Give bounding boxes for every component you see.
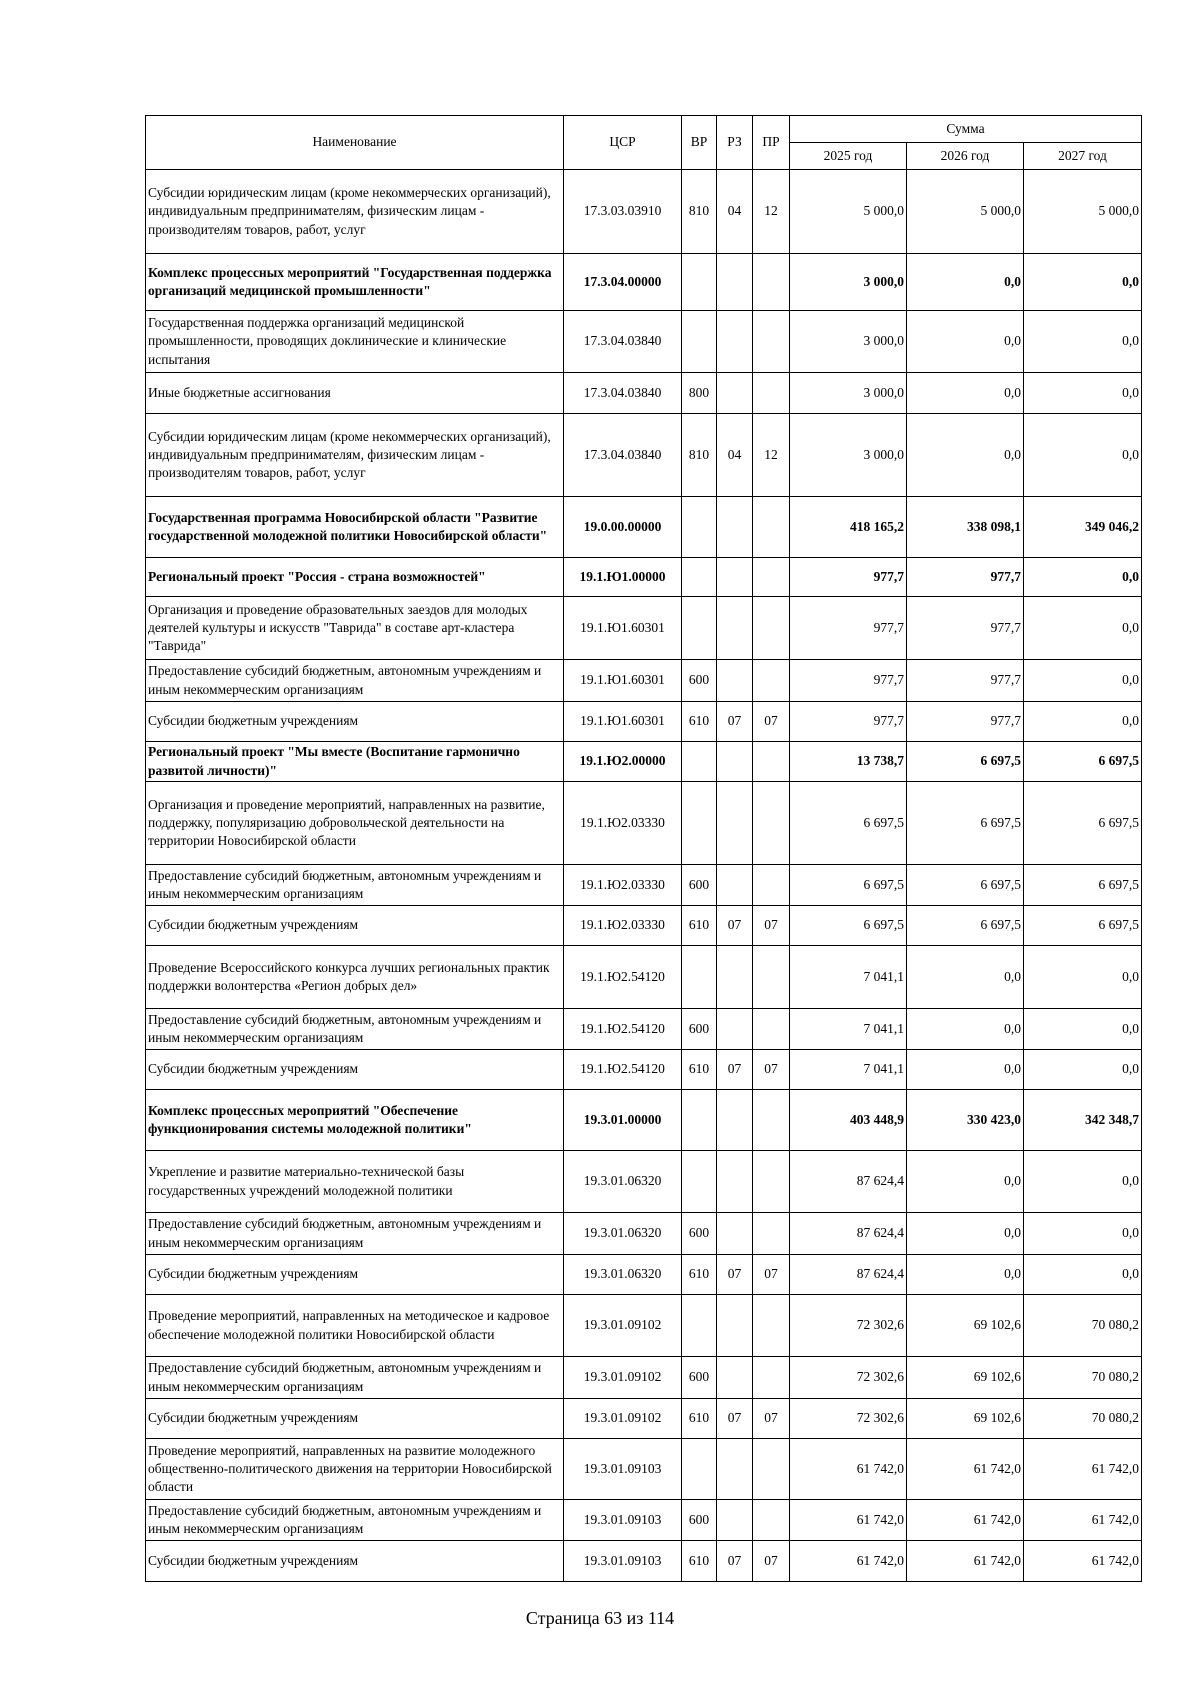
row-sum-2025: 87 624,4 [790,1151,907,1213]
row-name: Предоставление субсидий бюджетным, автономным учреждениям и иным некоммерческим организациям [146,1357,564,1399]
table-row [146,1541,1142,1582]
row-csr: 19.3.01.00000 [564,1090,682,1151]
row-rz [717,373,753,414]
row-sum-2025: 72 302,6 [790,1357,907,1399]
row-csr: 19.3.01.09102 [564,1357,682,1399]
row-sum-2026: 0,0 [907,1213,1024,1255]
row-vr: 610 [682,1399,717,1439]
row-name: Субсидии бюджетным учреждениям [146,702,564,742]
row-csr: 19.3.01.09103 [564,1541,682,1582]
row-vr: 600 [682,1213,717,1255]
row-pr: 12 [753,170,790,254]
row-sum-2026: 6 697,5 [907,742,1024,782]
row-rz: 07 [717,1399,753,1439]
row-pr [753,742,790,782]
row-sum-2026: 977,7 [907,702,1024,742]
row-vr: 610 [682,702,717,742]
row-sum-2027: 0,0 [1024,1213,1142,1255]
row-name: Субсидии бюджетным учреждениям [146,906,564,946]
row-pr [753,497,790,558]
row-sum-2027: 0,0 [1024,946,1142,1009]
row-sum-2025: 6 697,5 [790,906,907,946]
row-rz [717,497,753,558]
header-year-2027: 2027 год [1024,143,1142,170]
row-vr: 610 [682,1255,717,1295]
table-row [146,597,1142,660]
budget-table-container [145,115,1142,1582]
row-sum-2026: 0,0 [907,946,1024,1009]
row-rz [717,1009,753,1050]
row-sum-2025: 61 742,0 [790,1500,907,1541]
table-row [146,254,1142,311]
table-row [146,660,1142,702]
row-rz [717,1090,753,1151]
row-name: Иные бюджетные ассигнования [146,373,564,414]
table-row [146,414,1142,497]
row-csr: 19.0.00.00000 [564,497,682,558]
row-csr: 19.1.Ю2.54120 [564,1050,682,1090]
budget-table [145,115,1142,1582]
row-pr [753,1295,790,1357]
row-sum-2025: 6 697,5 [790,865,907,906]
row-name: Предоставление субсидий бюджетным, автономным учреждениям и иным некоммерческим организациям [146,1213,564,1255]
row-sum-2025: 72 302,6 [790,1399,907,1439]
row-sum-2026: 977,7 [907,597,1024,660]
row-vr: 610 [682,1050,717,1090]
row-sum-2025: 61 742,0 [790,1541,907,1582]
row-csr: 19.1.Ю2.54120 [564,946,682,1009]
row-pr [753,254,790,311]
row-csr: 19.1.Ю1.60301 [564,702,682,742]
row-sum-2027: 70 080,2 [1024,1399,1142,1439]
row-sum-2025: 403 448,9 [790,1090,907,1151]
row-pr [753,373,790,414]
table-row [146,702,1142,742]
row-sum-2026: 69 102,6 [907,1357,1024,1399]
row-sum-2026: 6 697,5 [907,906,1024,946]
header-year-2025: 2025 год [790,143,907,170]
row-sum-2025: 3 000,0 [790,311,907,373]
row-sum-2026: 69 102,6 [907,1399,1024,1439]
row-csr: 19.1.Ю2.00000 [564,742,682,782]
row-sum-2027: 0,0 [1024,660,1142,702]
row-sum-2026: 0,0 [907,311,1024,373]
row-sum-2025: 5 000,0 [790,170,907,254]
row-sum-2025: 87 624,4 [790,1255,907,1295]
table-row [146,906,1142,946]
table-row [146,1009,1142,1050]
row-sum-2027: 0,0 [1024,414,1142,497]
row-sum-2026: 61 742,0 [907,1541,1024,1582]
row-vr [682,1295,717,1357]
row-pr [753,558,790,597]
row-csr: 19.3.01.09103 [564,1439,682,1500]
table-row [146,1050,1142,1090]
row-vr [682,311,717,373]
row-vr [682,946,717,1009]
row-vr: 600 [682,660,717,702]
row-rz: 07 [717,1255,753,1295]
row-vr [682,1439,717,1500]
header-csr: ЦСР [564,116,682,170]
row-sum-2027: 61 742,0 [1024,1439,1142,1500]
row-sum-2026: 0,0 [907,1009,1024,1050]
header-sum: Сумма [790,116,1142,143]
row-pr [753,660,790,702]
row-sum-2027: 5 000,0 [1024,170,1142,254]
table-row [146,946,1142,1009]
row-vr: 800 [682,373,717,414]
row-sum-2025: 7 041,1 [790,1050,907,1090]
row-csr: 19.1.Ю1.60301 [564,597,682,660]
row-name: Субсидии бюджетным учреждениям [146,1541,564,1582]
row-vr: 810 [682,414,717,497]
row-sum-2026: 0,0 [907,414,1024,497]
row-name: Субсидии юридическим лицам (кроме некоммерческих организаций), индивидуальным предпринимателям, физическим лицам - производителям товаров, работ, услуг [146,414,564,497]
row-pr [753,1357,790,1399]
row-rz: 07 [717,906,753,946]
table-row [146,782,1142,865]
table-row [146,558,1142,597]
row-sum-2025: 3 000,0 [790,254,907,311]
row-rz: 07 [717,1050,753,1090]
row-name: Региональный проект "Россия - страна возможностей" [146,558,564,597]
row-name: Предоставление субсидий бюджетным, автономным учреждениям и иным некоммерческим организациям [146,1009,564,1050]
row-sum-2027: 70 080,2 [1024,1357,1142,1399]
row-pr [753,1090,790,1151]
row-csr: 19.1.Ю1.60301 [564,660,682,702]
row-vr: 600 [682,865,717,906]
row-pr [753,1009,790,1050]
row-csr: 19.1.Ю2.03330 [564,906,682,946]
row-sum-2027: 6 697,5 [1024,906,1142,946]
row-vr [682,497,717,558]
row-rz: 04 [717,170,753,254]
row-vr: 610 [682,1541,717,1582]
row-csr: 19.3.01.06320 [564,1151,682,1213]
table-header [146,116,1142,170]
row-sum-2025: 977,7 [790,702,907,742]
row-pr [753,1500,790,1541]
row-name: Укрепление и развитие материально-технической базы государственных учреждений молодежной политики [146,1151,564,1213]
row-vr [682,742,717,782]
row-sum-2025: 3 000,0 [790,414,907,497]
row-vr [682,1090,717,1151]
table-row [146,742,1142,782]
row-rz [717,1213,753,1255]
row-rz [717,1500,753,1541]
row-vr: 600 [682,1500,717,1541]
row-csr: 19.1.Ю2.03330 [564,782,682,865]
row-sum-2027: 0,0 [1024,1255,1142,1295]
row-rz [717,660,753,702]
row-name: Организация и проведение образовательных заездов для молодых деятелей культуры и искусств "Таврида" в составе арт-кластера "Таврида" [146,597,564,660]
row-pr: 12 [753,414,790,497]
row-vr: 600 [682,1357,717,1399]
row-name: Проведение мероприятий, направленных на методическое и кадровое обеспечение молодежной политики Новосибирской области [146,1295,564,1357]
row-pr [753,597,790,660]
row-name: Комплекс процессных мероприятий "Государственная поддержка организаций медицинской промышленности" [146,254,564,311]
row-vr [682,558,717,597]
row-name: Предоставление субсидий бюджетным, автономным учреждениям и иным некоммерческим организациям [146,1500,564,1541]
row-csr: 19.3.01.09103 [564,1500,682,1541]
row-pr [753,782,790,865]
row-sum-2026: 338 098,1 [907,497,1024,558]
row-name: Государственная поддержка организаций медицинской промышленности, проводящих доклинические и клинические испытания [146,311,564,373]
row-sum-2026: 0,0 [907,1050,1024,1090]
row-sum-2027: 0,0 [1024,311,1142,373]
row-sum-2025: 13 738,7 [790,742,907,782]
row-name: Государственная программа Новосибирской области "Развитие государственной молодежной политики Новосибирской области" [146,497,564,558]
header-year-2026: 2026 год [907,143,1024,170]
row-sum-2026: 0,0 [907,1255,1024,1295]
row-vr [682,782,717,865]
row-pr: 07 [753,1255,790,1295]
row-sum-2026: 6 697,5 [907,865,1024,906]
row-vr [682,597,717,660]
row-sum-2026: 977,7 [907,558,1024,597]
table-row [146,170,1142,254]
table-row [146,1213,1142,1255]
table-row [146,311,1142,373]
table-row [146,1357,1142,1399]
table-row [146,373,1142,414]
row-sum-2027: 349 046,2 [1024,497,1142,558]
row-vr [682,254,717,311]
row-sum-2026: 0,0 [907,254,1024,311]
row-pr: 07 [753,906,790,946]
row-name: Региональный проект "Мы вместе (Воспитание гармонично развитой личности)" [146,742,564,782]
row-pr [753,946,790,1009]
row-csr: 17.3.04.00000 [564,254,682,311]
row-sum-2026: 5 000,0 [907,170,1024,254]
row-rz [717,1295,753,1357]
row-name: Субсидии бюджетным учреждениям [146,1050,564,1090]
row-sum-2025: 7 041,1 [790,1009,907,1050]
row-vr: 600 [682,1009,717,1050]
row-csr: 19.3.01.06320 [564,1213,682,1255]
row-csr: 19.3.01.09102 [564,1295,682,1357]
row-name: Комплекс процессных мероприятий "Обеспечение функционирования системы молодежной политики" [146,1090,564,1151]
row-rz [717,558,753,597]
table-row [146,1439,1142,1500]
row-sum-2026: 330 423,0 [907,1090,1024,1151]
row-sum-2026: 977,7 [907,660,1024,702]
row-sum-2025: 6 697,5 [790,782,907,865]
row-rz [717,1357,753,1399]
row-name: Субсидии бюджетным учреждениям [146,1399,564,1439]
row-sum-2027: 61 742,0 [1024,1500,1142,1541]
row-name: Проведение Всероссийского конкурса лучших региональных практик поддержки волонтерства «Регион добрых дел» [146,946,564,1009]
row-sum-2025: 977,7 [790,558,907,597]
row-sum-2026: 0,0 [907,373,1024,414]
row-csr: 19.1.Ю2.03330 [564,865,682,906]
row-sum-2026: 69 102,6 [907,1295,1024,1357]
table-row [146,1399,1142,1439]
row-sum-2027: 70 080,2 [1024,1295,1142,1357]
page-number: Страница 63 из 114 [525,1608,675,1628]
row-rz: 04 [717,414,753,497]
row-rz: 07 [717,1541,753,1582]
row-vr: 810 [682,170,717,254]
row-pr [753,1151,790,1213]
row-rz [717,742,753,782]
row-csr: 17.3.04.03840 [564,373,682,414]
table-row [146,865,1142,906]
row-sum-2027: 6 697,5 [1024,742,1142,782]
row-sum-2025: 87 624,4 [790,1213,907,1255]
row-pr: 07 [753,1541,790,1582]
row-rz [717,946,753,1009]
row-rz [717,597,753,660]
row-csr: 19.3.01.06320 [564,1255,682,1295]
row-rz: 07 [717,702,753,742]
row-csr: 19.3.01.09102 [564,1399,682,1439]
table-row [146,1295,1142,1357]
row-sum-2027: 0,0 [1024,373,1142,414]
row-sum-2027: 61 742,0 [1024,1541,1142,1582]
table-row [146,1090,1142,1151]
row-sum-2027: 0,0 [1024,597,1142,660]
row-name: Субсидии юридическим лицам (кроме некоммерческих организаций), индивидуальным предпринимателям, физическим лицам - производителям товаров, работ, услуг [146,170,564,254]
header-name: Наименование [146,116,564,170]
row-vr: 610 [682,906,717,946]
table-row [146,1500,1142,1541]
header-rz: РЗ [717,116,753,170]
row-sum-2027: 6 697,5 [1024,865,1142,906]
table-row [146,1151,1142,1213]
row-vr [682,1151,717,1213]
row-name: Предоставление субсидий бюджетным, автономным учреждениям и иным некоммерческим организациям [146,865,564,906]
row-pr: 07 [753,1050,790,1090]
row-rz [717,311,753,373]
row-sum-2026: 61 742,0 [907,1439,1024,1500]
row-sum-2027: 0,0 [1024,558,1142,597]
row-rz [717,1439,753,1500]
row-pr: 07 [753,702,790,742]
row-sum-2025: 61 742,0 [790,1439,907,1500]
header-vr: ВР [682,116,717,170]
row-sum-2026: 61 742,0 [907,1500,1024,1541]
row-csr: 17.3.04.03840 [564,414,682,497]
row-name: Организация и проведение мероприятий, направленных на развитие, поддержку, популяризацию добровольческой деятельности на территории Новосибирской области [146,782,564,865]
row-sum-2026: 0,0 [907,1151,1024,1213]
row-csr: 19.1.Ю2.54120 [564,1009,682,1050]
row-csr: 17.3.04.03840 [564,311,682,373]
row-sum-2025: 3 000,0 [790,373,907,414]
row-pr [753,1439,790,1500]
row-csr: 17.3.03.03910 [564,170,682,254]
row-sum-2025: 418 165,2 [790,497,907,558]
row-sum-2025: 977,7 [790,597,907,660]
row-pr [753,865,790,906]
row-rz [717,254,753,311]
row-rz [717,782,753,865]
table-row [146,1255,1142,1295]
row-csr: 19.1.Ю1.00000 [564,558,682,597]
row-sum-2026: 6 697,5 [907,782,1024,865]
row-name: Субсидии бюджетным учреждениям [146,1255,564,1295]
table-body [146,170,1142,1582]
row-sum-2027: 6 697,5 [1024,782,1142,865]
row-rz [717,865,753,906]
row-sum-2025: 72 302,6 [790,1295,907,1357]
row-sum-2025: 977,7 [790,660,907,702]
row-sum-2027: 0,0 [1024,702,1142,742]
row-name: Проведение мероприятий, направленных на развитие молодежного общественно-политического движения на территории Новосибирской области [146,1439,564,1500]
header-pr: ПР [753,116,790,170]
row-pr: 07 [753,1399,790,1439]
row-pr [753,1213,790,1255]
row-sum-2027: 0,0 [1024,1050,1142,1090]
row-sum-2027: 0,0 [1024,1151,1142,1213]
row-rz [717,1151,753,1213]
row-name: Предоставление субсидий бюджетным, автономным учреждениям и иным некоммерческим организациям [146,660,564,702]
row-sum-2027: 0,0 [1024,1009,1142,1050]
row-pr [753,311,790,373]
table-row [146,497,1142,558]
row-sum-2025: 7 041,1 [790,946,907,1009]
row-sum-2027: 342 348,7 [1024,1090,1142,1151]
row-sum-2027: 0,0 [1024,254,1142,311]
